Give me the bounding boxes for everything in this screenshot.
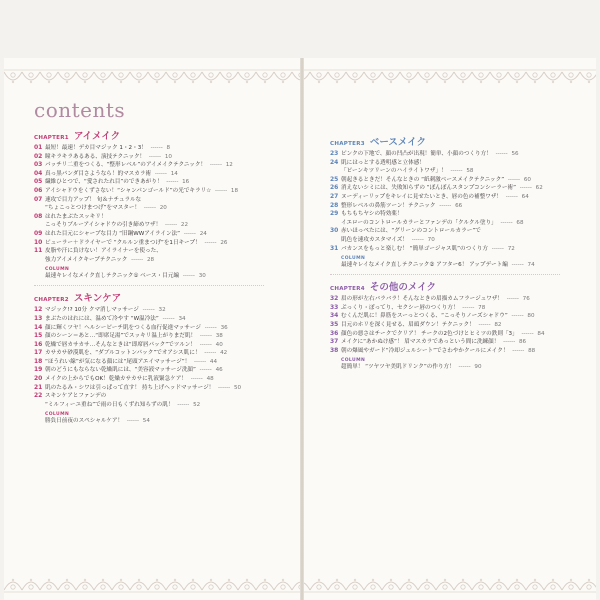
entry-number: 04 — [34, 169, 43, 177]
entry-leader: ------ — [501, 339, 517, 346]
toc-entry — [330, 330, 580, 339]
chapter-heading — [330, 279, 580, 293]
entry-leader: ------ — [498, 219, 515, 226]
toc-entry — [34, 213, 284, 222]
toc-entry — [34, 221, 284, 230]
entry-title — [341, 159, 580, 168]
entry-title — [45, 392, 284, 401]
entry-leader: ------ — [437, 202, 454, 209]
column-tag: COLUMN — [45, 267, 70, 273]
entry-number: 17 — [34, 349, 43, 357]
entry-leader: ------ — [510, 347, 527, 354]
chapter-section — [330, 134, 580, 269]
entry-title — [341, 295, 580, 304]
entry-title-text: はれた目元にシャープな目力 “旧鋼WWアイライン法” — [45, 230, 181, 237]
entry-title-text: ピンクの下地で、顔の凹凸が出現！簡単、小顔のつくり方！ — [341, 151, 492, 157]
entry-leader: ------ — [175, 401, 192, 408]
entry-title — [341, 236, 580, 245]
entry-page-number: 40 — [215, 341, 223, 348]
entry-page-number: 12 — [225, 162, 233, 169]
entry-leader: ------ — [163, 222, 179, 229]
chapter-heading — [330, 134, 580, 148]
toc-entry — [34, 204, 284, 213]
toc-entry — [330, 321, 580, 330]
entry-number: 30 — [330, 227, 339, 235]
entry-title — [341, 304, 580, 313]
entry-number: 25 — [330, 175, 339, 183]
entry-number: 32 — [330, 295, 339, 303]
chapter-section — [34, 128, 284, 280]
entry-page-number: 38 — [215, 333, 223, 340]
toc-entry — [34, 366, 284, 375]
entry-title-text: 速攻で目力アップ！ 旬＆ナチュラルな — [45, 196, 142, 203]
entry-page-number: 60 — [523, 176, 531, 183]
entry-leader: ------ — [142, 205, 158, 212]
entry-title-text: 朝起きるときだ！そんなときの “紙刺激ベースメイクテクニック” — [341, 176, 505, 183]
entry-page-number: 34 — [178, 315, 186, 322]
chapter-number-label: CHAPTER3 — [330, 141, 365, 147]
toc-entry — [330, 245, 580, 254]
entry-title-text: “ちょこっとつけまつげ”をマスター！ — [45, 205, 141, 212]
column-leader: ------ — [456, 364, 473, 371]
entry-title — [45, 230, 284, 239]
entry-title — [341, 210, 580, 219]
entry-page-number: 10 — [164, 153, 172, 160]
entry-page-number: 82 — [494, 321, 502, 328]
entry-leader: ------ — [182, 230, 198, 237]
entry-leader: ------ — [519, 330, 536, 337]
entry-number: 05 — [34, 178, 43, 186]
chapter-heading — [34, 128, 284, 142]
column-tag: COLUMN — [45, 412, 70, 418]
entry-title-text: 朝のどうにもならない乾燥肌には、“美容液マッサージ洗顔” — [45, 367, 196, 374]
chapter-title: ベースメイク — [369, 137, 427, 148]
entry-title — [341, 347, 580, 356]
toc-entry — [34, 247, 284, 256]
entry-leader: ------ — [409, 236, 426, 243]
toc-entry — [34, 239, 284, 248]
entry-title — [341, 245, 580, 254]
entry-title — [341, 338, 580, 347]
column-title-text: 超簡単！ “ツヤツヤ美肌ドリンク”の作り方！ — [341, 364, 455, 371]
column-title-text: 最速キレイなメイク直しテクニック② アフター6！ アップデート編 — [341, 262, 508, 269]
entry-title-text: 顔色の悪さはチークでクリア！ チークの2色づけとヒミツの鉄則「3」 — [341, 330, 518, 337]
toc-entry — [34, 187, 284, 196]
entry-title — [45, 401, 284, 410]
entry-leader: ------ — [197, 341, 214, 348]
entry-number: 38 — [330, 346, 339, 354]
entry-title-text: マジック!? 10分 クマ消しマッサージ — [45, 307, 139, 314]
toc-entry — [330, 347, 580, 356]
entry-leader: ------ — [202, 239, 219, 246]
chapter-title: スキンケア — [73, 293, 122, 305]
column-tag: COLUMN — [341, 256, 366, 262]
column-block — [341, 358, 580, 371]
entry-number: 19 — [34, 366, 43, 374]
entry-page-number: 78 — [478, 304, 486, 311]
entry-title-text: はれたまぶたスッキリ！ — [45, 213, 107, 220]
entry-number: 18 — [34, 357, 43, 365]
toc-entry — [330, 159, 580, 168]
entry-title — [341, 219, 580, 228]
entry-number: 12 — [34, 306, 43, 314]
column-title-text: 最速キレイなメイク直しテクニック① ベース・目元編 — [45, 273, 180, 280]
entry-leader: ------ — [202, 324, 219, 331]
entry-number: 14 — [34, 323, 43, 331]
entry-page-number: 58 — [466, 168, 474, 175]
entry-title-text: バカンスをもっと楽しむ！ “簡単ゴージャス肌”のつくり方 — [341, 245, 489, 252]
entry-title — [341, 312, 580, 321]
toc-entry — [34, 392, 284, 401]
entry-leader: ------ — [188, 376, 205, 383]
toc-entry — [330, 295, 580, 304]
entry-page-number: 68 — [516, 219, 524, 226]
column-title-text: 勝負日前夜のスペシャルケア！ — [45, 418, 124, 425]
entry-leader: ------ — [504, 193, 520, 200]
entry-title-text: 瞳キラキラあるある、演技テクニック！ — [45, 153, 146, 160]
toc-entry — [34, 401, 284, 410]
column-leader: ------ — [509, 262, 526, 269]
entry-title — [341, 227, 580, 236]
entry-number: 03 — [34, 161, 43, 169]
entry-title-text: 目元のホリを深く見せる、眉頭ダウン！テクニック！ — [341, 321, 475, 328]
entry-leader: ------ — [129, 256, 145, 263]
entry-title — [45, 153, 284, 162]
entry-title — [45, 315, 284, 324]
entry-page-number: 52 — [193, 401, 201, 408]
right-page — [330, 130, 580, 371]
entry-leader: ------ — [198, 333, 214, 340]
toc-entry — [34, 384, 284, 393]
entry-number: 22 — [34, 392, 43, 400]
toc-entry — [330, 193, 580, 202]
entry-page-number: 36 — [220, 324, 228, 331]
entry-page-number: 28 — [146, 256, 155, 263]
entry-title — [45, 384, 284, 393]
entry-page-number: 80 — [527, 313, 535, 320]
entry-title — [45, 221, 284, 230]
entry-page-number: 64 — [521, 193, 529, 200]
book-gutter — [300, 58, 304, 600]
toc-entry — [34, 315, 284, 324]
column-title — [341, 363, 580, 371]
entry-leader: ------ — [192, 358, 208, 365]
entry-title-text: こっそりブルーアイシャドウの引き締めワザ！ — [45, 222, 162, 229]
chapter-divider — [34, 285, 264, 286]
entry-page-number: 24 — [199, 230, 207, 237]
entry-number: 33 — [330, 303, 339, 311]
entry-number: 09 — [34, 229, 43, 237]
entry-title-text: ぷっくり・ぽってり、セクシー唇のつくり方！ — [341, 304, 459, 311]
entry-leader: ------ — [213, 187, 229, 194]
toc-entry — [34, 170, 284, 179]
entry-leader: ------ — [460, 304, 477, 311]
entry-leader: ------ — [216, 384, 232, 391]
contents-title: contents — [34, 98, 126, 122]
entry-leader: ------ — [506, 176, 522, 183]
entry-leader: ------ — [148, 145, 165, 151]
entry-title — [45, 239, 284, 248]
entry-page-number: 46 — [215, 367, 223, 374]
column-leader: ------ — [181, 273, 197, 280]
entry-title — [45, 306, 284, 315]
entry-number: 26 — [330, 184, 339, 192]
column-block — [45, 412, 284, 425]
toc-entry — [330, 167, 580, 176]
entry-page-number: 72 — [507, 245, 515, 252]
entry-number: 16 — [34, 340, 43, 348]
toc-entry — [34, 349, 284, 358]
toc-entry — [34, 375, 284, 384]
entry-title-text: 「ピーンキツリーンのハイライトワザ」！ — [341, 168, 447, 175]
toc-entry — [330, 338, 580, 347]
entry-title — [45, 161, 284, 170]
entry-title — [45, 187, 284, 196]
entry-title — [45, 366, 284, 375]
entry-title — [45, 349, 284, 358]
entry-number: 06 — [34, 186, 43, 194]
entry-title-text: メイクに“あかぬけ感”！ 眉マスカラであっという間に洗練顔！ — [341, 339, 500, 346]
toc-entry — [330, 176, 580, 185]
entry-title-text: 強力アイメイクキープテクニック — [45, 256, 128, 263]
chapter-number-label: CHAPTER4 — [330, 286, 365, 293]
toc-entry — [330, 236, 580, 245]
entry-title — [45, 332, 284, 341]
entry-leader: ------ — [202, 350, 219, 357]
entry-title-text: カサカサ砂漠肌を、“ダブルコットンパック”でオアシス肌に！ — [45, 350, 201, 357]
entry-page-number: 48 — [206, 376, 214, 383]
entry-leader: ------ — [140, 307, 157, 314]
entry-leader: ------ — [505, 296, 521, 303]
entry-title-text: ヌーディーリップをキレイに見せたいとき、唇の色の補整ワザ！ — [341, 193, 502, 200]
column-page-number: 54 — [142, 418, 150, 425]
entry-number: 11 — [34, 247, 43, 255]
entry-number: 02 — [34, 152, 43, 160]
entry-number: 35 — [330, 320, 339, 328]
entry-page-number: 8 — [166, 145, 171, 151]
entry-page-number: 62 — [535, 185, 543, 192]
entry-number: 20 — [34, 375, 43, 383]
entry-title-text: 乾燥で唇カサカサ…そんなときは“即席唇パック”でツルン！ — [45, 341, 196, 348]
entry-title-text: むくんだ肌に！鼻筋をスーっとつくる、“こっそりノーズシャドウ” — [341, 313, 508, 320]
entry-page-number: 32 — [158, 307, 166, 314]
column-title — [45, 272, 284, 280]
toc-entry — [34, 341, 284, 350]
chapter-section — [330, 274, 580, 371]
entry-title-text: 繊維ひとつで、“愛されたれ目”のできあがり！ — [45, 179, 163, 186]
column-title — [341, 261, 580, 269]
toc-entry — [330, 184, 580, 193]
toc-entry — [34, 196, 284, 205]
toc-entry — [34, 324, 284, 333]
entry-leader: ------ — [197, 367, 214, 374]
entry-title — [45, 144, 284, 153]
entry-number: 10 — [34, 238, 43, 246]
entry-number: 21 — [34, 383, 43, 391]
column-title — [45, 417, 284, 425]
entry-number: 08 — [34, 212, 43, 220]
entry-title — [45, 178, 284, 187]
entry-title-text: アイシャドウをくずさない！“シャンパンゴールド”の光でキラリ☆ — [45, 187, 212, 194]
entry-title-text: 赤いほっぺたには、“グリーンのコントロールカラー”で — [341, 228, 481, 235]
entry-number: 29 — [330, 210, 339, 218]
column-page-number: 30 — [198, 273, 206, 280]
entry-title — [341, 176, 580, 185]
entry-title — [45, 196, 284, 205]
chapter-divider — [330, 274, 560, 275]
entry-leader: ------ — [476, 321, 493, 328]
entry-title — [45, 358, 284, 367]
entry-leader: ------ — [164, 179, 181, 186]
entry-title — [341, 202, 580, 211]
toc-entry — [34, 153, 284, 162]
entry-title-text: “ミルフィーユ重ね”で雨の日もくずれ知らずの肌！ — [45, 401, 174, 408]
entry-title-text: 眉の形が左右バラバラ！そんなときの眉描カムフラージュワザ！ — [341, 296, 503, 303]
entry-title-text: 肌にはっとする透明感と立体感！ — [341, 159, 425, 166]
entry-leader: ------ — [448, 168, 465, 175]
entry-title-text: 顔に輝くツヤ！ヘルシーピーチ肌をつくる血行促進マッサージ — [45, 324, 201, 331]
entry-number: 23 — [330, 150, 339, 157]
entry-number: 24 — [330, 158, 339, 166]
entry-title-text: まぶたのはれには、温めて冷やす “W温冷法” — [45, 315, 159, 322]
entry-number: 34 — [330, 312, 339, 320]
entry-title — [341, 150, 580, 159]
toc-entry — [330, 202, 580, 211]
entry-title-text: パッチリ二重をつくる、“整形レベル”のアイメイクテクニック！ — [45, 162, 207, 169]
entry-title-text: 顔のシーン＝あと…“即席足湯”でスッキリ温上がりまだ肌！ — [45, 333, 197, 340]
entry-page-number: 18 — [230, 187, 239, 194]
column-block — [45, 267, 284, 280]
toc-entry — [34, 178, 284, 187]
entry-page-number: 56 — [511, 151, 519, 157]
entry-number: 07 — [34, 195, 43, 203]
column-block — [341, 256, 580, 269]
entry-title — [341, 193, 580, 202]
entry-page-number: 84 — [537, 330, 545, 337]
entry-page-number: 88 — [528, 347, 536, 354]
entry-title-text: 消えないシミには、失敗知らずの “ぽんぽんスタンプコンシーラー術” — [341, 185, 516, 192]
entry-leader: ------ — [493, 151, 510, 157]
toc-entry — [34, 230, 284, 239]
chapter-number-label: CHAPTER1 — [34, 135, 69, 141]
toc-entry — [330, 304, 580, 313]
toc-entry — [34, 306, 284, 315]
left-page — [34, 98, 284, 425]
chapter-section — [34, 285, 284, 425]
entry-title-text: イエローのコントロールカラーとファンデの「クルクル塗り」 — [341, 219, 497, 226]
column-leader: ------ — [125, 418, 141, 425]
entry-number: 15 — [34, 332, 43, 340]
entry-title — [45, 256, 284, 265]
entry-page-number: 16 — [182, 179, 190, 186]
chapter-heading — [34, 290, 284, 304]
entry-page-number: 26 — [220, 239, 228, 246]
entry-title — [45, 375, 284, 384]
entry-leader: ------ — [160, 315, 177, 322]
entry-title-text: 皮脂や汗に負けない！アイライナーを使った、 — [45, 248, 162, 255]
entry-title — [45, 247, 284, 256]
column-page-number: 74 — [527, 262, 535, 269]
toc-entry — [330, 219, 580, 228]
entry-title-text: 肌のたるみ・シワは引っぱって直す！ 持ち上げヘッドマッサージ！ — [45, 384, 215, 391]
entry-number: 01 — [34, 144, 43, 151]
entry-leader: ------ — [490, 245, 506, 252]
column-page-number: 90 — [474, 364, 482, 371]
toc-entry — [34, 144, 284, 153]
toc-entry — [34, 256, 284, 265]
chapter-title: アイメイク — [73, 131, 121, 142]
entry-title-text: 最短！最速！デカ目マジック 1・2・3！ — [45, 145, 147, 151]
entry-number: 36 — [330, 329, 339, 337]
entry-title-text: ビューラー＋ドライヤーで “クルルン重まつげ”を1日キープ！ — [45, 239, 201, 246]
entry-title-text: 整形レベルの鼻筋ツーン！テクニック — [341, 202, 436, 209]
entry-title-text: 朝の爆風やガード“冷却ジェルシート”でさわやかクールにメイク！ — [341, 347, 509, 354]
entry-page-number: 50 — [233, 384, 242, 391]
entry-title-text: 真っ黒パンダ目さようなら！的マスカラ術 — [45, 170, 152, 177]
entry-number: 37 — [330, 338, 339, 346]
entry-title — [341, 184, 580, 193]
entry-page-number: 14 — [170, 170, 178, 177]
entry-page-number: 76 — [522, 296, 530, 303]
entry-number: 27 — [330, 192, 339, 200]
entry-title — [45, 341, 284, 350]
entry-title — [45, 213, 284, 222]
toc-entry — [34, 358, 284, 367]
entry-title — [45, 324, 284, 333]
entry-number: 31 — [330, 244, 339, 252]
toc-entry — [330, 227, 580, 236]
entry-number: 28 — [330, 201, 339, 209]
entry-title-text: メイクの上からでもOK！乾燥カサカサに乳液緊急ケア！ — [45, 376, 187, 383]
entry-title-text: 肌色を速攻カスタマイズ！ — [341, 236, 408, 243]
entry-title — [341, 321, 580, 330]
entry-page-number: 86 — [519, 339, 527, 346]
entry-leader: ------ — [509, 313, 526, 320]
entry-title — [341, 167, 580, 176]
entry-page-number: 66 — [455, 202, 463, 209]
entry-number: 13 — [34, 314, 43, 322]
entry-title — [45, 204, 284, 213]
entry-leader: ------ — [153, 170, 169, 177]
book-spread — [4, 58, 596, 600]
entry-title-text: もちもちヤシの特効薬！ — [341, 211, 403, 218]
toc-entry — [330, 312, 580, 321]
toc-entry — [34, 161, 284, 170]
entry-page-number: 70 — [427, 236, 435, 243]
entry-leader: ------ — [208, 162, 224, 169]
toc-entry — [330, 210, 580, 219]
entry-page-number: 22 — [180, 222, 189, 229]
entry-page-number: 44 — [209, 358, 218, 365]
toc-entry — [34, 332, 284, 341]
column-tag: COLUMN — [341, 358, 366, 364]
chapter-number-label: CHAPTER2 — [34, 297, 69, 304]
toc-entry — [330, 150, 580, 159]
entry-leader: ------ — [147, 153, 163, 160]
entry-page-number: 42 — [220, 350, 228, 357]
entry-title — [341, 330, 580, 339]
chapter-title: その他のメイク — [369, 282, 437, 294]
entry-title — [45, 170, 284, 179]
entry-title-text: スキンケアとファンデの — [45, 393, 107, 400]
entry-title-text: “ほうれい線”が気になる顔には“尾頭アエイマッサージ”！ — [45, 358, 191, 365]
entry-page-number: 20 — [159, 205, 167, 212]
entry-leader: ------ — [517, 185, 534, 192]
